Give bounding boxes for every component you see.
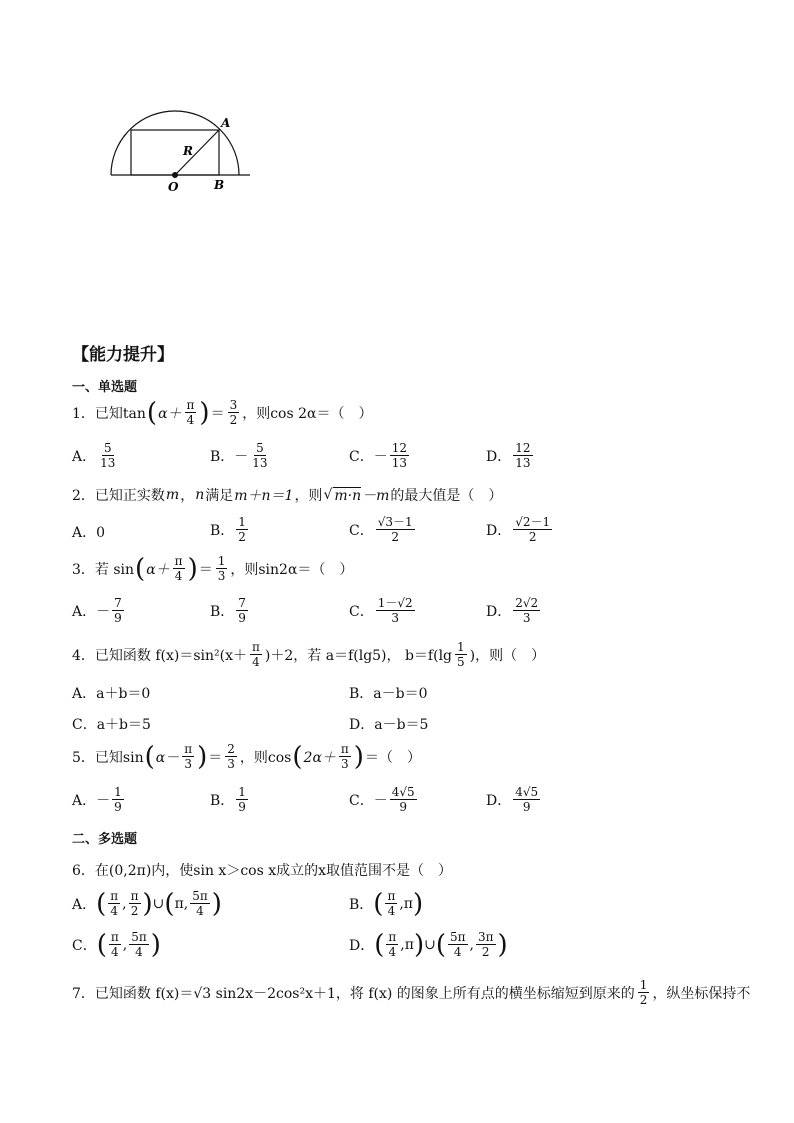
label-O: O [168, 180, 179, 194]
q1-option-b[interactable]: B．－ $\frac{5}{13}$ [210, 441, 268, 470]
section-heading: 【能力提升】 [72, 345, 174, 365]
q5-option-a[interactable]: A．－ $\frac{1}{9}$ [72, 785, 122, 814]
question-7: 7．已知函数 f(x)＝√3 sin2x－2cos²x＋1，将 f(x) 的图象上所有点的横坐标缩短到原来的 $\frac{1}{2}$ ，纵坐标保持不 [72, 978, 751, 1007]
q6-option-c[interactable]: C． ( $\frac{\pi}{4}$ , $\frac{5\pi}{4}$ ) [72, 929, 161, 960]
label-B: B [214, 178, 225, 192]
question-4: 4．已知函数 f(x)＝sin²(x＋ $\frac{\pi}{4}$ )＋2，若 a＝f(lg5)， b＝f(lg $\frac{1}{5}$ )，则（ ） [72, 640, 546, 669]
question-1: 1．已知tan ( α＋ $\frac{\pi}{4}$ ) ＝ $\frac{3}{2}$ ，则cos 2α＝（ ） [72, 397, 373, 428]
single-choice-heading: 一、单选题 [72, 380, 138, 395]
q6-option-d[interactable]: D． ( $\frac{\pi}{4}$ ,π ) ∪ ( $\frac{5\pi}{4}$ , $\frac{3\pi}{2}$ ) [349, 929, 508, 960]
q2-option-d[interactable]: D． $\frac{√2-1}{2}$ [486, 515, 551, 544]
q4-option-a[interactable]: A．a＋b＝0 [72, 686, 151, 702]
q3-option-c[interactable]: C． $\frac{1-√2}{3}$ [349, 596, 413, 625]
q1-option-d[interactable]: D． $\frac{12}{13}$ [486, 441, 531, 470]
question-6: 6．在(0,2π)内，使sin x＞cos x成立的x取值范围不是（ ） [72, 863, 453, 879]
q5-option-c[interactable]: C．－ $\frac{4√5}{9}$ [349, 785, 415, 814]
q4-option-b[interactable]: B．a－b＝0 [349, 686, 428, 702]
q6-option-b[interactable]: B． ( $\frac{\pi}{4}$ ,π ) [349, 888, 424, 919]
q1-option-a[interactable]: A． $\frac{5}{13}$ [72, 441, 116, 470]
multi-choice-heading: 二、多选题 [72, 832, 138, 847]
q2-option-b[interactable]: B． $\frac{1}{2}$ [210, 515, 246, 544]
question-2: 2．已知正实数 m ， n 满足 m＋n＝1 ，则 √ m·n －m 的最大值是（ ） [72, 487, 503, 504]
q3-option-d[interactable]: D． $\frac{2√2}{3}$ [486, 596, 539, 625]
q1-option-c[interactable]: C．－ $\frac{12}{13}$ [349, 441, 407, 470]
label-A: A [221, 116, 231, 130]
q2-option-c[interactable]: C． $\frac{√3-1}{2}$ [349, 515, 413, 544]
q4-option-c[interactable]: C．a＋b＝5 [72, 717, 151, 733]
q4-option-d[interactable]: D．a－b＝5 [349, 717, 429, 733]
q3-option-a[interactable]: A．－ $\frac{7}{9}$ [72, 596, 122, 625]
semicircle-rectangle-figure [100, 105, 270, 200]
q3-option-b[interactable]: B． $\frac{7}{9}$ [210, 596, 246, 625]
question-5: 5．已知sin ( α－ $\frac{\pi}{3}$ ) ＝ $\frac{2}{3}$ ，则cos ( 2α＋ $\frac{\pi}{3}$ ) ＝（ ） [72, 741, 421, 772]
label-R: R [183, 144, 193, 158]
q2-option-a[interactable]: A．0 [72, 525, 106, 541]
q5-option-b[interactable]: B． $\frac{1}{9}$ [210, 785, 246, 814]
q6-option-a[interactable]: A． ( $\frac{\pi}{4}$ , $\frac{\pi}{2}$ ) ∪ ( π, $\frac{5\pi}{4}$ ) [72, 888, 222, 919]
q5-option-d[interactable]: D． $\frac{4√5}{9}$ [486, 785, 539, 814]
question-3: 3．若 sin ( α＋ $\frac{\pi}{4}$ ) ＝ $\frac{1}{3}$ ，则sin2α＝（ ） [72, 553, 354, 584]
